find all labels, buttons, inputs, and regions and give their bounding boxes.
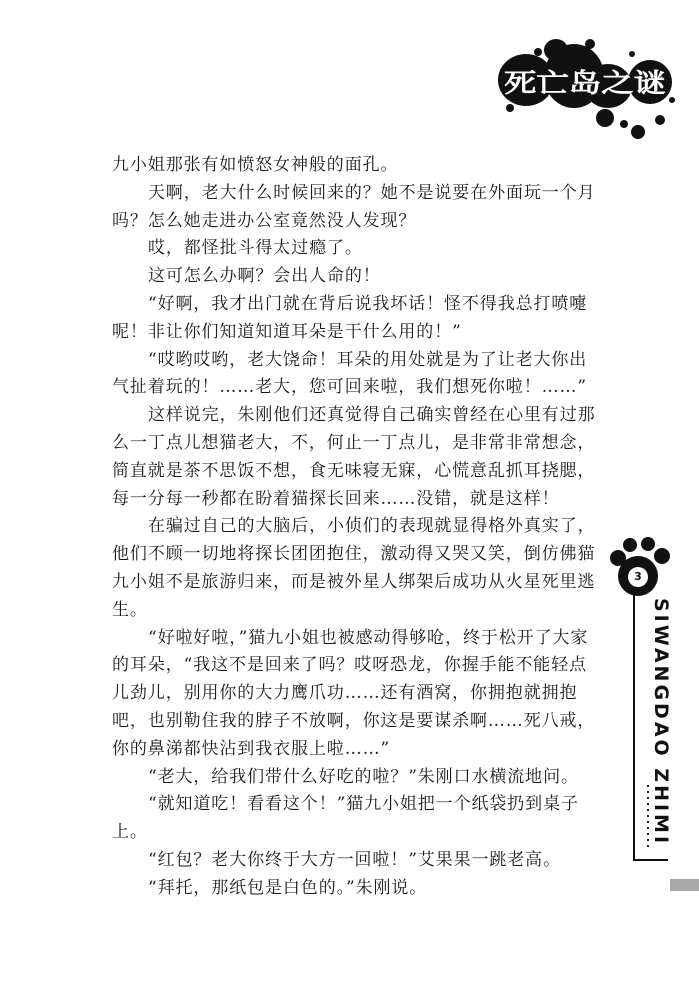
body-text [112, 152, 602, 903]
paragraph: “好啦好啦，”猫九小姐也被感动得够呛，终于松开了大家的耳朵，“我这不是回来了吗？哎呀恐龙，你握手能不能轻点儿劲儿，别用你的大力鹰爪功……还有酒窝，你拥抱就拥抱吧，也别勒住我的脖子不放啊，你这是要谋杀啊……死八戒，你的鼻涕都快沾到我衣服上啦……” [112, 627, 596, 759]
paragraph: 这样说完，朱刚他们还真觉得自己确实曾经在心里有过那么一丁点儿想猫老大，不，何止一丁点儿，是非常非常想念，简直就是茶不思饭不想，食无味寝无寐，心慌意乱抓耳挠腮，每一分每一秒都在盼着猫探长回来……没错，就是这样！ [112, 405, 596, 509]
page-number: 3 [628, 567, 648, 587]
book-title-pinyin: SIWANGDAO ZHIMI [650, 598, 672, 847]
paragraph: 在骗过自己的大脑后，小侦们的表现就显得格外真实了，他们不顾一切地将探长团团抱住，激动得又哭又笑，倒仿佛猫九小姐不是旅游归来，而是被外星人绑架后成功从火星死里逃生。 [112, 516, 596, 620]
paragraph: 天啊，老大什么时候回来的？她不是说要在外面玩一个月吗？怎么她走进办公室竟然没人发现？ [112, 182, 596, 231]
paragraph: “就知道吃！看看这个！”猫九小姐把一个纸袋扔到桌子上。 [112, 794, 579, 843]
book-title-logo [490, 36, 680, 146]
paragraph: 哎，都怪批斗得太过瘾了。 [148, 238, 363, 259]
paragraph: “红包？老大你终于大方一回啦！”艾果果一跳老高。 [148, 849, 561, 870]
paragraph: “好啊，我才出门就在背后说我坏话！怪不得我总打喷嚏呢！非让你们知道知道耳朵是干什么用的！” [112, 293, 588, 342]
tab-bar [670, 879, 699, 891]
paragraph: 九小姐那张有如愤怒女神般的面孔。 [112, 155, 399, 175]
logo-title-text: 死亡岛之谜 [504, 69, 635, 99]
paragraph: 这可怎么办啊？会出人命的！ [148, 266, 381, 287]
paragraph: “拜托，那纸包是白色的。”朱刚说。 [148, 877, 428, 898]
paragraph: “老大，给我们带什么好吃的啦？”朱刚口水横流地问。 [148, 766, 579, 787]
paragraph: “哎哟哎哟，老大饶命！耳朵的用处就是为了让老大你出气扯着玩的！……老大，您可回来啦，我们想死你啦！……” [112, 349, 588, 398]
